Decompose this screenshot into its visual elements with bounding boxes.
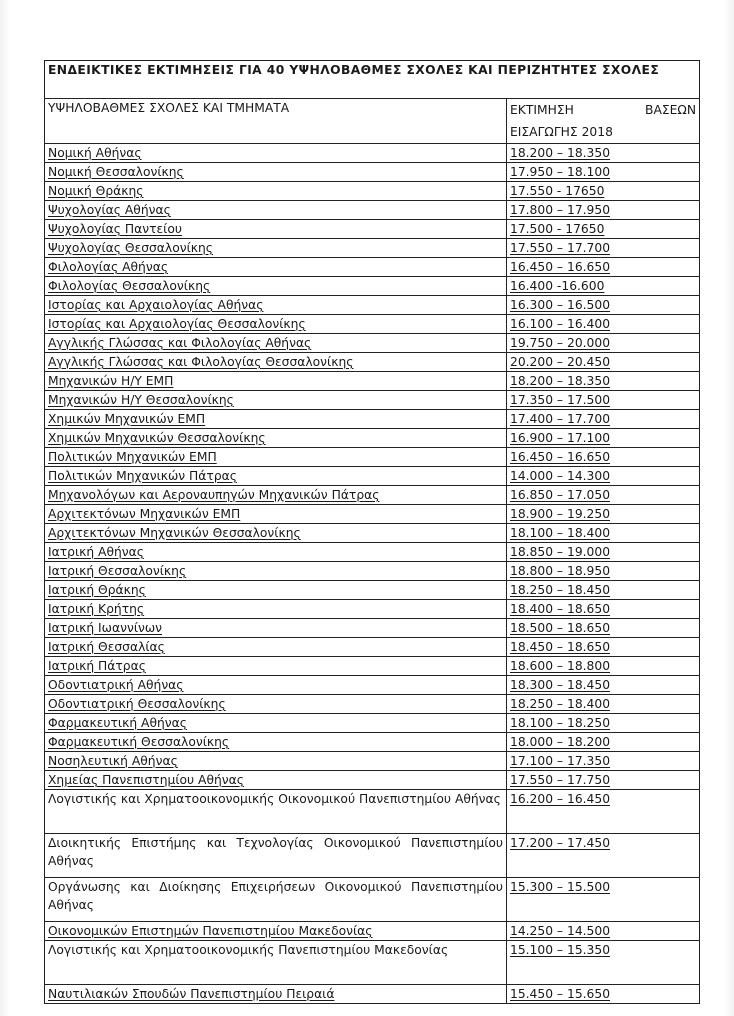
score-range: 18.800 – 18.950 [507,562,700,581]
table-title: ΕΝΔΕΙΚΤΙΚΕΣ ΕΚΤΙΜΗΣΕΙΣ ΓΙΑ 40 ΥΨΗΛΟΒΑΘΜΕΣ ΣΧΟΛΕΣ ΚΑΙ ΠΕΡΙΖΗΤΗΤΕΣ ΣΧΟΛΕΣ [45,61,700,99]
school-name: Λογιστικής και Χρηματοοικονομικής Οικονομικού Πανεπιστημίου Αθήνας [45,790,507,834]
score-range: 16.900 – 17.100 [507,429,700,448]
header-row [45,99,700,144]
table-row [45,543,700,562]
score-range: 16.450 – 16.650 [507,448,700,467]
score-range: 16.850 – 17.050 [507,486,700,505]
estimate-header-word1: ΕΚΤΙΜΗΣΗ [510,103,574,117]
school-name: Ιατρική Θεσσαλονίκης [45,562,507,581]
school-name: Αρχιτεκτόνων Μηχανικών Θεσσαλονίκης [45,524,507,543]
score-range: 14.250 – 14.500 [507,922,700,941]
score-range: 17.100 – 17.350 [507,752,700,771]
school-name: Λογιστικής και Χρηματοοικονομικής Πανεπιστημίου Μακεδονίας [45,941,507,985]
table-row [45,410,700,429]
school-name: Πολιτικών Μηχανικών ΕΜΠ [45,448,507,467]
score-range: 18.450 – 18.650 [507,638,700,657]
school-name: Ιατρική Θράκης [45,581,507,600]
score-range: 15.100 – 15.350 [507,941,700,985]
table-row [45,733,700,752]
score-range: 15.300 – 15.500 [507,878,700,922]
school-name: Ναυτιλιακών Σπουδών Πανεπιστημίου Πειραιά [45,985,507,1004]
table-row [45,638,700,657]
table-row [45,619,700,638]
table-row [45,334,700,353]
table-row [45,752,700,771]
table-row [45,714,700,733]
table-row [45,581,700,600]
score-range: 17.550 – 17.750 [507,771,700,790]
school-name: Ψυχολογίας Αθήνας [45,201,507,220]
school-name: Ιστορίας και Αρχαιολογίας Αθήνας [45,296,507,315]
table-row [45,315,700,334]
school-name: Ιατρική Κρήτης [45,600,507,619]
table-row [45,353,700,372]
score-range: 18.250 – 18.450 [507,581,700,600]
school-name: Νομική Θεσσαλονίκης [45,163,507,182]
school-name: Ιατρική Πάτρας [45,657,507,676]
score-range: 17.550 – 17.700 [507,239,700,258]
table-row [45,467,700,486]
score-range: 16.100 – 16.400 [507,315,700,334]
score-range: 18.000 – 18.200 [507,733,700,752]
score-range: 18.100 – 18.250 [507,714,700,733]
table-row [45,600,700,619]
score-range: 19.750 – 20.000 [507,334,700,353]
school-name: Χημικών Μηχανικών Θεσσαλονίκης [45,429,507,448]
table-row [45,834,700,878]
table-row [45,941,700,985]
score-range: 17.400 – 17.700 [507,410,700,429]
score-range: 18.400 – 18.650 [507,600,700,619]
school-name: Ιατρική Αθήνας [45,543,507,562]
table-row [45,429,700,448]
school-name: Ιατρική Ιωαννίνων [45,619,507,638]
score-range: 18.500 – 18.650 [507,619,700,638]
score-range: 18.900 – 19.250 [507,505,700,524]
estimate-header-line2: ΕΙΣΑΓΩΓΗΣ 2018 [510,125,613,139]
score-range: 17.800 – 17.950 [507,201,700,220]
score-range: 14.000 – 14.300 [507,467,700,486]
school-name: Διοικητικής Επιστήμης και Τεχνολογίας Οικονομικού Πανεπιστημίου Αθήνας [45,834,507,878]
table-row [45,144,700,163]
score-range: 18.300 – 18.450 [507,676,700,695]
score-range: 18.250 – 18.400 [507,695,700,714]
school-name: Νομική Θράκης [45,182,507,201]
table-row [45,372,700,391]
table-row [45,657,700,676]
table-row [45,182,700,201]
school-name: Μηχανικών Η/Υ ΕΜΠ [45,372,507,391]
table-row [45,771,700,790]
table-row [45,163,700,182]
table-row [45,448,700,467]
table-row [45,676,700,695]
score-range: 17.550 - 17650 [507,182,700,201]
school-name: Ιστορίας και Αρχαιολογίας Θεσσαλονίκης [45,315,507,334]
table-row [45,486,700,505]
estimates-table [44,60,700,1004]
score-range: 15.450 – 15.650 [507,985,700,1004]
school-name: Φιλολογίας Αθήνας [45,258,507,277]
school-name: Φαρμακευτική Αθήνας [45,714,507,733]
school-name: Νομική Αθήνας [45,144,507,163]
school-name: Μηχανικών Η/Υ Θεσσαλονίκης [45,391,507,410]
school-name: Οδοντιατρική Θεσσαλονίκης [45,695,507,714]
school-name: Μηχανολόγων και Αεροναυπηγών Μηχανικών Πάτρας [45,486,507,505]
score-range: 16.200 – 16.450 [507,790,700,834]
school-name: Αγγλικής Γλώσσας και Φιλολογίας Θεσσαλονίκης [45,353,507,372]
score-range: 17.350 – 17.500 [507,391,700,410]
table-row [45,201,700,220]
table-row [45,562,700,581]
school-name: Φιλολογίας Θεσσαλονίκης [45,277,507,296]
school-name: Οικονομικών Επιστημών Πανεπιστημίου Μακεδονίας [45,922,507,941]
school-name: Πολιτικών Μηχανικών Πάτρας [45,467,507,486]
score-range: 17.200 – 17.450 [507,834,700,878]
score-range: 17.950 – 18.100 [507,163,700,182]
score-range: 18.200 – 18.350 [507,372,700,391]
table-row [45,258,700,277]
table-row [45,922,700,941]
school-name: Φαρμακευτική Θεσσαλονίκης [45,733,507,752]
score-range: 18.200 – 18.350 [507,144,700,163]
score-range: 16.450 – 16.650 [507,258,700,277]
table-row [45,985,700,1004]
schools-header: ΥΨΗΛΟΒΑΘΜΕΣ ΣΧΟΛΕΣ ΚΑΙ ΤΜΗΜΑΤΑ [45,99,507,144]
table-row [45,505,700,524]
table-row [45,695,700,714]
score-range: 18.600 – 18.800 [507,657,700,676]
table-row [45,790,700,834]
school-name: Νοσηλευτική Αθήνας [45,752,507,771]
school-name: Ψυχολογίας Παντείου [45,220,507,239]
score-range: 16.400 -16.600 [507,277,700,296]
score-range: 20.200 – 20.450 [507,353,700,372]
school-name: Οργάνωσης και Διοίκησης Επιχειρήσεων Οικονομικού Πανεπιστημίου Αθήνας [45,878,507,922]
score-range: 16.300 – 16.500 [507,296,700,315]
score-range: 18.850 – 19.000 [507,543,700,562]
school-name: Ψυχολογίας Θεσσαλονίκης [45,239,507,258]
table-row [45,878,700,922]
score-range: 18.100 – 18.400 [507,524,700,543]
school-name: Αγγλικής Γλώσσας και Φιλολογίας Αθήνας [45,334,507,353]
school-name: Αρχιτεκτόνων Μηχανικών ΕΜΠ [45,505,507,524]
score-range: 17.500 - 17650 [507,220,700,239]
table-row [45,220,700,239]
estimate-header [507,99,700,144]
table-row [45,391,700,410]
table-row [45,524,700,543]
estimate-header-word2: ΒΑΣΕΩΝ [645,103,697,117]
school-name: Χημικών Μηχανικών ΕΜΠ [45,410,507,429]
table-row [45,296,700,315]
school-name: Οδοντιατρική Αθήνας [45,676,507,695]
title-row [45,61,700,99]
table-row [45,239,700,258]
school-name: Ιατρική Θεσσαλίας [45,638,507,657]
table-row [45,277,700,296]
school-name: Χημείας Πανεπιστημίου Αθήνας [45,771,507,790]
